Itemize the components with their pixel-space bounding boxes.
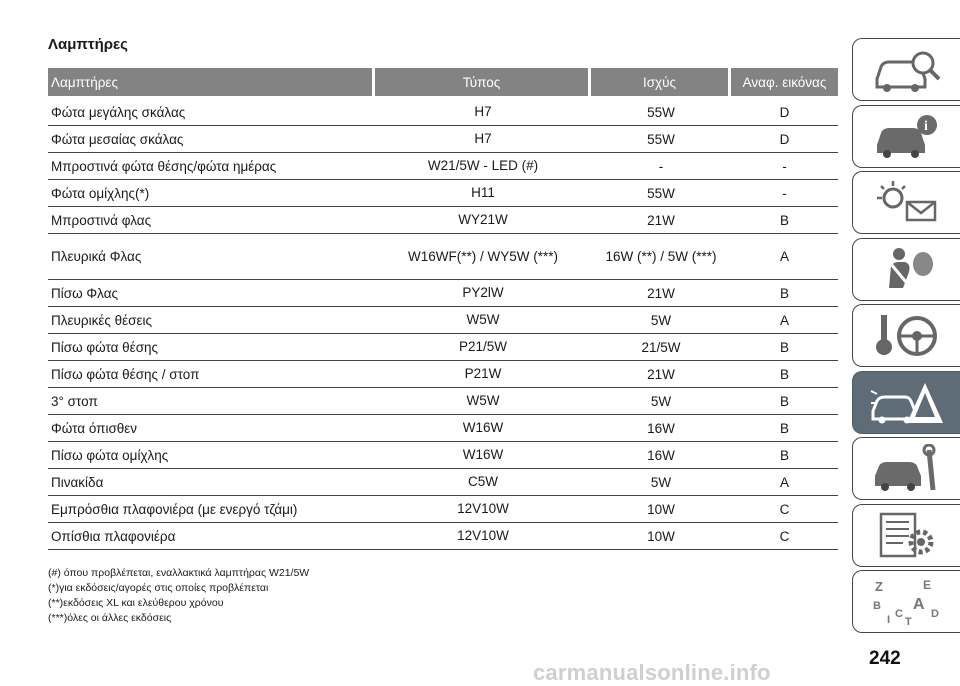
cell-power: 5W <box>650 312 672 328</box>
cell-bulb: Μπροστινά φλας <box>51 212 152 228</box>
index-letter: A <box>912 595 925 613</box>
cell-figure-ref: B <box>779 420 789 436</box>
table-row <box>48 442 838 469</box>
index-letter: Z <box>874 578 883 594</box>
cell-power: 55W <box>647 131 675 147</box>
table-row <box>48 280 838 307</box>
car-breakdown-warning-icon <box>869 377 945 427</box>
cell-bulb: Πίσω φώτα θέσης / στοπ <box>51 366 200 382</box>
car-search-icon <box>869 45 945 95</box>
bulbs-table <box>48 68 838 550</box>
cell-power: 21W <box>647 212 675 228</box>
tab-info[interactable] <box>852 105 960 168</box>
cell-figure-ref: A <box>779 474 789 490</box>
cell-bulb: Πινακίδα <box>51 474 104 490</box>
spec-sheet-gear-icon <box>869 510 945 560</box>
cell-type: W5W <box>466 393 500 409</box>
table-row <box>48 126 838 153</box>
seatbelt-airbag-icon <box>869 244 945 294</box>
cell-type: P21W <box>464 366 502 382</box>
cell-bulb: Πίσω φώτα ομίχλης <box>51 447 169 463</box>
cell-type: W16W <box>462 447 504 463</box>
cell-type: H11 <box>471 185 495 201</box>
cell-type: 12V10W <box>457 501 509 517</box>
index-letter: T <box>904 615 912 627</box>
page-number: 242 <box>869 648 901 669</box>
table-row <box>48 99 838 126</box>
cell-type: W16WF(**) / WY5W (***) <box>408 248 558 264</box>
header-figure-ref: Αναφ. εικόνας <box>731 68 838 96</box>
footnote: (*)για εκδόσεις/αγορές στις οποίες προβλέπεται <box>48 582 269 594</box>
table-row <box>48 234 838 280</box>
cell-power: 16W <box>647 447 675 463</box>
section-title: Λαμπτήρες <box>48 36 128 53</box>
cell-power: 21W <box>647 366 675 382</box>
cell-figure-ref: B <box>779 366 789 382</box>
cell-bulb: Φώτα μεσαίας σκάλας <box>51 131 184 147</box>
cell-figure-ref: - <box>782 158 787 174</box>
cell-power: 10W <box>647 501 675 517</box>
tab-servicing-care[interactable] <box>852 437 960 500</box>
cell-figure-ref: D <box>779 104 790 120</box>
watermark: carmanualsonline.info <box>533 660 771 685</box>
cell-power: 16W <box>647 420 675 436</box>
cell-figure-ref: - <box>782 185 787 201</box>
cell-figure-ref: C <box>779 501 790 517</box>
cell-figure-ref: B <box>779 212 789 228</box>
cell-power: 5W <box>650 474 672 490</box>
tab-warning-lights[interactable] <box>852 171 960 234</box>
cell-figure-ref: C <box>779 528 790 544</box>
cell-type: 12V10W <box>457 528 509 544</box>
cell-type: W16W <box>462 420 504 436</box>
tab-starting-driving[interactable] <box>852 304 960 367</box>
cell-type: PY2lW <box>462 285 504 301</box>
cell-power: 10W <box>647 528 675 544</box>
table-body <box>48 99 838 550</box>
cell-bulb: Πίσω φώτα θέσης <box>51 339 159 355</box>
cell-bulb: Εμπρόσθια πλαφονιέρα (με ενεργό τζάμι) <box>51 501 298 517</box>
table-header <box>48 68 838 96</box>
cell-type: H7 <box>474 131 492 147</box>
tab-technical-specs[interactable] <box>852 504 960 567</box>
cell-power: 21W <box>647 285 675 301</box>
cell-power: 55W <box>647 185 675 201</box>
table-row <box>48 207 838 234</box>
cell-type: P21/5W <box>458 339 508 355</box>
cell-figure-ref: B <box>779 285 789 301</box>
cell-power: 21/5W <box>641 339 681 355</box>
chapter-tabs <box>852 38 960 637</box>
index-letter: I <box>886 613 890 626</box>
cell-bulb: Πλευρικά Φλας <box>51 249 142 264</box>
cell-type: C5W <box>468 474 498 490</box>
cell-figure-ref: A <box>779 249 789 264</box>
table-row <box>48 153 838 180</box>
table-row <box>48 334 838 361</box>
table-row <box>48 361 838 388</box>
footnote: (***)όλες οι άλλες εκδόσεις <box>48 612 172 624</box>
alphabet-index-icon <box>869 577 945 627</box>
cell-bulb: Φώτα μεγάλης σκάλας <box>51 104 186 120</box>
cell-figure-ref: A <box>779 312 789 328</box>
cell-bulb: Πίσω Φλας <box>51 285 118 301</box>
cell-bulb: 3° στοπ <box>51 393 98 409</box>
tab-in-an-emergency[interactable] <box>852 371 960 434</box>
table-row <box>48 496 838 523</box>
cell-type: W21/5W - LED (#) <box>427 158 539 174</box>
cell-figure-ref: B <box>779 393 789 409</box>
cell-bulb: Οπίσθια πλαφονιέρα <box>51 528 176 544</box>
index-letter: D <box>930 607 939 620</box>
footnotes <box>48 566 309 626</box>
header-power: Ισχύς <box>591 68 728 96</box>
car-info-icon <box>869 111 945 161</box>
car-wrench-icon <box>869 444 945 494</box>
cell-type: WY21W <box>458 212 508 228</box>
footnote: (**)εκδόσεις XL και ελεύθερου χρόνου <box>48 597 224 609</box>
table-row <box>48 523 838 550</box>
index-letter: C <box>894 607 903 620</box>
header-type: Τύπος <box>375 68 588 96</box>
cell-bulb: Φώτα όπισθεν <box>51 420 138 436</box>
tab-index[interactable] <box>852 570 960 633</box>
cell-type: W5W <box>466 312 500 328</box>
cell-type: H7 <box>474 104 492 120</box>
cell-figure-ref: B <box>779 339 789 355</box>
index-letter: B <box>872 599 881 612</box>
key-steering-wheel-icon <box>869 311 945 361</box>
cell-power: 5W <box>650 393 672 409</box>
index-letter: E <box>922 577 931 592</box>
table-row <box>48 388 838 415</box>
table-row <box>48 415 838 442</box>
table-row <box>48 469 838 496</box>
header-bulbs: Λαμπτήρες <box>48 68 372 96</box>
table-row <box>48 180 838 207</box>
cell-bulb: Φώτα ομίχλης(*) <box>51 185 150 201</box>
table-row <box>48 307 838 334</box>
svg-text:i: i <box>923 119 928 134</box>
cell-bulb: Μπροστινά φώτα θέσης/φώτα ημέρας <box>51 158 277 174</box>
warning-lights-mail-icon <box>869 178 945 228</box>
cell-figure-ref: B <box>779 447 789 463</box>
tab-getting-to-know[interactable] <box>852 38 960 101</box>
cell-power: - <box>658 158 664 174</box>
cell-figure-ref: D <box>779 131 790 147</box>
cell-bulb: Πλευρικές θέσεις <box>51 312 152 328</box>
cell-power: 16W (**) / 5W (***) <box>605 249 717 264</box>
tab-safety[interactable] <box>852 238 960 301</box>
cell-power: 55W <box>647 104 675 120</box>
footnote: (#) όπου προβλέπεται, εναλλακτικά λαμπτήρας W21/5W <box>48 567 310 579</box>
